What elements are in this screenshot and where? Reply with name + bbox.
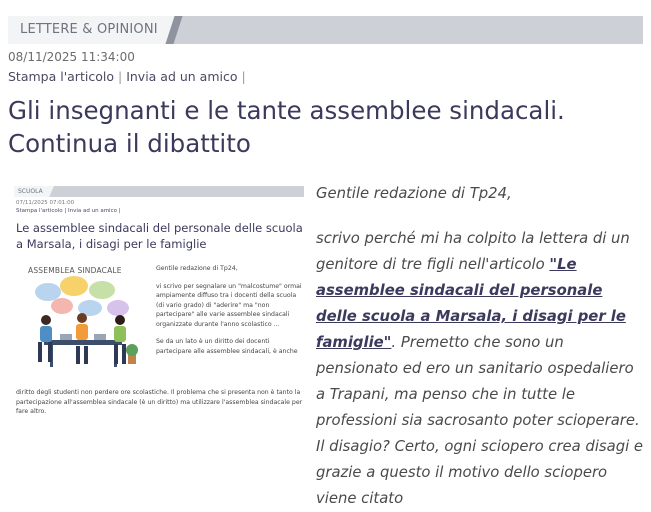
letter-body <box>316 181 644 512</box>
referenced-article-link[interactable]: "Le assemblee sindacali del personale delle scuola a Marsala, i disagi per le famiglie" <box>316 256 626 351</box>
meeting-people-icon <box>18 262 146 380</box>
category-label[interactable]: LETTERE & OPINIONI <box>20 22 158 37</box>
article-actions <box>8 69 250 84</box>
embed-actions: Stampa l'articolo | Invia ad un amico | <box>16 208 121 214</box>
embed-send-label: Invia ad un amico <box>67 208 117 214</box>
embed-paragraph: Se da un lato è un diritto dei docenti partecipare alle assemblee sindacali, è anche <box>156 338 298 355</box>
embedded-article-image <box>14 186 310 450</box>
embed-paragraph: vi scrivo per segnalare un "malcostume" ormai ampiamente diffuso tra i docenti della scuola (di vario grado) di "aderire" ma "non partecipare" alle varie assemblee sindacali organizzate durante l'anno scolastico ... <box>156 282 302 328</box>
send-to-friend-link[interactable]: Invia ad un amico <box>126 69 238 84</box>
actions-separator-trailing: | <box>241 69 246 84</box>
embed-category-banner <box>14 186 304 197</box>
embed-paragraph-greeting: Gentile redazione di Tp24, <box>156 265 238 272</box>
article-datetime: 08/11/2025 11:34:00 <box>8 50 135 64</box>
letter-paragraph <box>316 226 644 512</box>
embed-body-full: diritto degli studenti non perdere ore scolastiche. Il problema che si presenta non è tanto la partecipazione all'assemblea sindacale (è un diritto) ma utilizzare l'assemblea sindacale per fare altro. <box>16 389 303 415</box>
embed-headline: Le assemblee sindacali del personale delle scuola a Marsala, i disagi per le famiglie <box>16 221 303 251</box>
category-banner <box>8 16 643 44</box>
print-article-link[interactable]: Stampa l'articolo <box>8 69 114 84</box>
article-title: Gli insegnanti e le tante assemblee sindacali. Continua il dibattito <box>8 96 565 158</box>
assembly-illustration <box>18 262 146 380</box>
letter-greeting: Gentile redazione di Tp24, <box>316 185 512 202</box>
actions-separator: | <box>117 69 123 84</box>
letter-rest: . Premetto che sono un pensionato ed ero un sanitario ospedaliero a Trapani, ma penso che in tutte le professioni sia sacrosanto poter scioperare. Il disagio? Certo, ogni sciopero crea disagi e grazie a questo il motivo dello sciopero viene citato <box>316 334 644 507</box>
embed-body-right <box>156 264 306 364</box>
embed-category-label: SCUOLA <box>18 188 43 195</box>
illustration-title: ASSEMBLEA SINDACALE <box>28 266 122 275</box>
embed-print-label: Stampa l'articolo <box>16 208 63 214</box>
embed-datetime: 07/11/2025 07:01:00 <box>16 200 75 206</box>
embed-category-bar <box>14 186 304 197</box>
letter-intro: scrivo perché mi ha colpito la lettera di un genitore di tre figli nell'articolo <box>316 230 630 273</box>
